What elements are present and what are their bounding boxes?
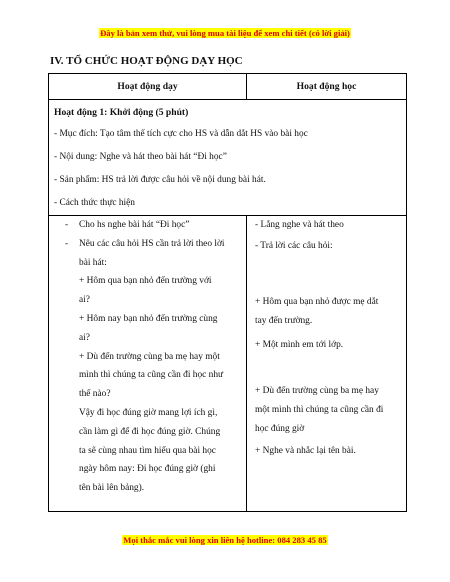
teacher-activities [55, 220, 241, 502]
teacher-line: ta sẽ cùng nhau tìm hiểu qua bài học [79, 445, 216, 456]
teacher-item: - Nêu các câu hỏi HS cần trả lời theo lời bài hát: + Hôm qua bạn nhỏ đến trường với ai? + Hôm nay bạn nhỏ đến trường cùng ai? + Dù đến trường cùng ba mẹ hay một mình thì chúng ta cũng cần đi học như thế nào? Vậy đi học đúng giờ mang lợi ích gì, cần làm gì để đi học đúng giờ. Chúng ta sẽ cùng nhau tìm hiểu qua bài học ngày hôm nay: Đi học đúng giờ (ghi tên bài lên bảng). [55, 239, 241, 502]
teacher-item-text: Cho hs nghe bài hát “Đi học” [79, 220, 190, 230]
student-line: - Trả lời các câu hỏi: [255, 241, 333, 251]
teacher-line: cần làm gì để đi học đúng giờ. Chúng [79, 426, 221, 437]
header-divider [246, 74, 247, 100]
teacher-line: tên bài lên bảng). [79, 483, 145, 494]
activity-title: Hoạt động 1: Khởi động (5 phút) [54, 107, 189, 118]
student-line: + Nghe và nhắc lại tên bài. [255, 446, 356, 456]
hotline-banner [0, 535, 450, 545]
teacher-line: ngày hôm nay: Đi học đúng giờ (ghi [79, 464, 216, 475]
header-learning: Hoạt động học [296, 80, 357, 92]
header-teaching: Hoạt động dạy [117, 80, 178, 92]
student-line: một mình thì chúng ta cũng cần đi [255, 405, 384, 415]
section-title: IV. TỔ CHỨC HOẠT ĐỘNG DẠY HỌC [50, 55, 243, 67]
teacher-line: Vậy đi học đúng giờ mang lợi ích gì, [79, 407, 218, 418]
teacher-line: Nêu các câu hỏi HS cần trả lời theo lời [79, 238, 225, 249]
teacher-line: + Hôm qua bạn nhỏ đến trường với [79, 276, 212, 287]
content-text: - Nội dung: Nghe và hát theo bài hát “Đi học” [54, 152, 227, 162]
teacher-line: bài hát: [79, 257, 107, 268]
student-line: tay đến trường. [255, 316, 313, 326]
column-divider [246, 215, 247, 511]
row-divider [49, 215, 406, 216]
teacher-line: ai? [79, 332, 90, 343]
teacher-line: mình thì chúng ta cũng cần đi học như [79, 370, 224, 381]
student-line: - Lắng nghe và hát theo [255, 220, 344, 230]
teacher-line: ai? [79, 295, 90, 306]
purpose-text: - Mục đích: Tạo tâm thế tích cực cho HS và dẫn dắt HS vào bài học [54, 129, 308, 139]
teacher-line: thế nào? [79, 389, 111, 400]
hotline-banner-text: Mọi thắc mắc vui lòng xin liên hệ hotline: 084 283 45 85 [123, 535, 327, 545]
teacher-item: - Cho hs nghe bài hát “Đi học” [65, 220, 190, 230]
student-line: + Một mình em tới lớp. [255, 340, 344, 350]
table-header [49, 74, 406, 100]
product-text: - Sản phẩm: HS trả lời được câu hỏi về nội dung bài hát. [54, 175, 266, 185]
preview-banner [0, 28, 450, 38]
teacher-line: + Dù đến trường cùng ba mẹ hay một [79, 351, 220, 362]
teacher-line: + Hôm nay bạn nhỏ đến trường cùng [79, 313, 218, 324]
student-line: học đúng giờ [255, 424, 305, 434]
student-line: + Dù đến trường cùng ba mẹ hay [255, 386, 379, 396]
method-text: - Cách thức thực hiện [54, 198, 135, 208]
preview-banner-text: Đây là bản xem thử, vui lòng mua tài liệu để xem chi tiết (có lời giải) [100, 28, 350, 38]
student-line: + Hôm qua bạn nhỏ được mẹ dắt [255, 297, 379, 307]
lesson-table [48, 73, 407, 512]
